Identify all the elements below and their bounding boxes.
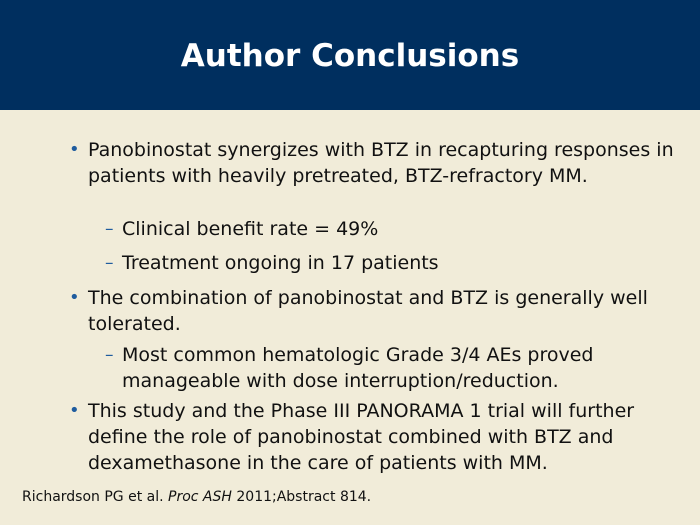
citation-journal: Proc ASH xyxy=(168,489,232,505)
sub-marker-2-1: – xyxy=(105,345,114,365)
bullet-2: The combination of panobinostat and BTZ is generally well tolerated. xyxy=(88,287,648,335)
sub-bullet-1-2: Treatment ongoing in 17 patients xyxy=(122,252,439,274)
bullet-marker-2: • xyxy=(69,287,80,308)
sub-bullet-1-1: Clinical benefit rate = 49% xyxy=(122,218,379,240)
bullet-3: This study and the Phase III PANORAMA 1 trial will further define the role of panobinostat combined with BTZ and dexamethasone in the care of patients with MM. xyxy=(88,400,635,474)
bullet-marker-3: • xyxy=(69,400,80,421)
citation-authors: Richardson PG et al. xyxy=(22,489,164,505)
citation-details: 2011;Abstract 814. xyxy=(236,489,372,505)
sub-bullet-2-1: Most common hematologic Grade 3/4 AEs proved manageable with dose interruption/reduction. xyxy=(122,344,594,392)
bullet-1: Panobinostat synergizes with BTZ in recapturing responses in patients with heavily pretreated, BTZ-refractory MM. xyxy=(88,139,674,187)
sub-marker-1-1: – xyxy=(105,219,114,239)
sub-marker-1-2: – xyxy=(105,253,114,273)
slide-title: Author Conclusions xyxy=(180,38,520,74)
bullet-marker-1: • xyxy=(69,139,80,160)
citation xyxy=(22,487,682,507)
